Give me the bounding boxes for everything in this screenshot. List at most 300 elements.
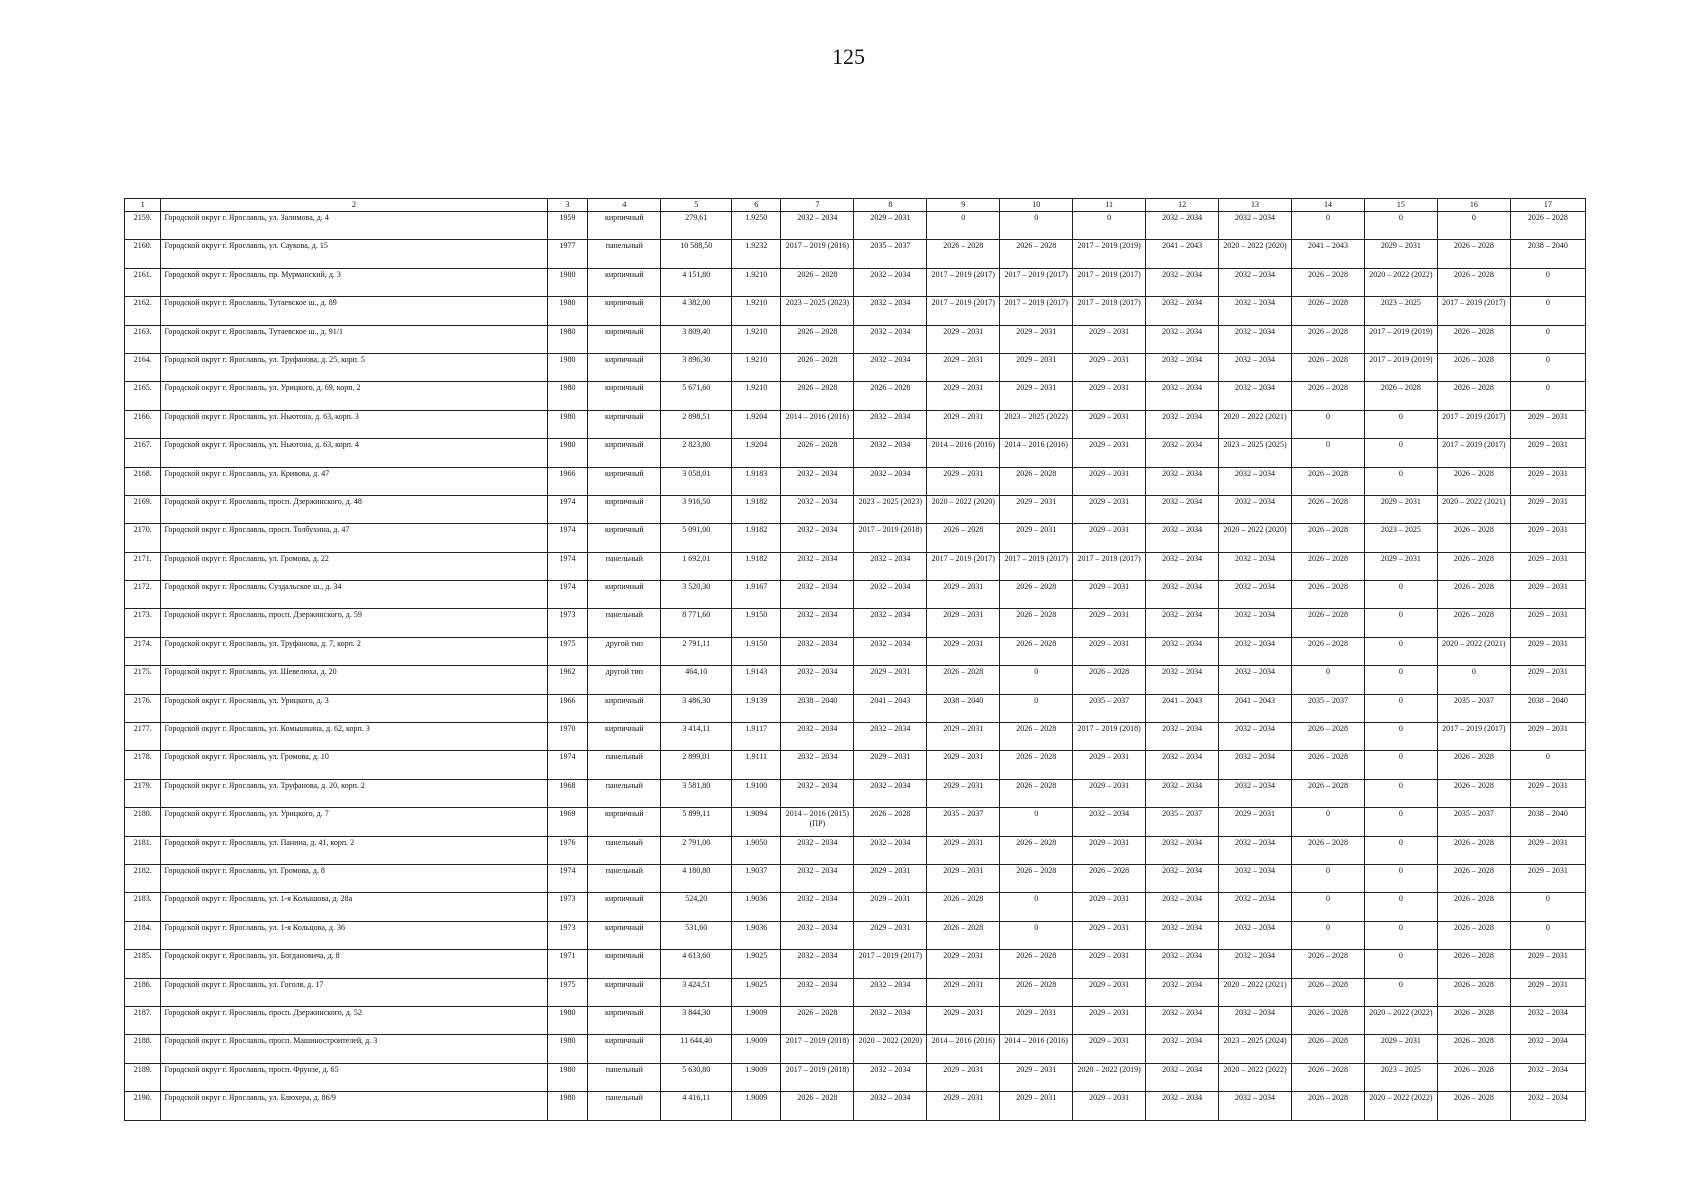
row-number-cell: 2181. bbox=[125, 836, 161, 864]
value-cell: панельный bbox=[588, 1063, 661, 1091]
value-cell: 2026 – 2028 bbox=[1292, 353, 1365, 381]
value-cell: кирпичный bbox=[588, 1035, 661, 1063]
table-row bbox=[125, 1006, 1586, 1034]
value-cell: 2029 – 2031 bbox=[1073, 893, 1146, 921]
value-cell: 2032 – 2034 bbox=[781, 495, 854, 523]
value-cell: 279,61 bbox=[661, 212, 732, 240]
value-cell: 2026 – 2028 bbox=[1437, 325, 1510, 353]
value-cell: 2026 – 2028 bbox=[1292, 609, 1365, 637]
value-cell: 2026 – 2028 bbox=[1292, 467, 1365, 495]
value-cell: 2029 – 2031 bbox=[1510, 666, 1585, 694]
value-cell: 1974 bbox=[547, 524, 588, 552]
table-row bbox=[125, 609, 1586, 637]
column-header-1: 1 bbox=[125, 199, 161, 212]
value-cell: 2029 – 2031 bbox=[854, 212, 927, 240]
row-number-cell: 2170. bbox=[125, 524, 161, 552]
value-cell: 2023 – 2025 (2022) bbox=[1000, 410, 1073, 438]
value-cell: 2029 – 2031 bbox=[927, 751, 1000, 779]
row-number-cell: 2162. bbox=[125, 297, 161, 325]
value-cell: 2020 – 2022 (2019) bbox=[1073, 1063, 1146, 1091]
value-cell: 2026 – 2028 bbox=[1437, 609, 1510, 637]
value-cell: 2029 – 2031 bbox=[927, 382, 1000, 410]
value-cell: 2026 – 2028 bbox=[1000, 950, 1073, 978]
value-cell: 2017 – 2019 (2017) bbox=[1437, 297, 1510, 325]
value-cell: 2017 – 2019 (2018) bbox=[854, 524, 927, 552]
value-cell: 2020 – 2022 (2022) bbox=[1364, 268, 1437, 296]
value-cell: 2029 – 2031 bbox=[1219, 808, 1292, 836]
value-cell: 2029 – 2031 bbox=[927, 353, 1000, 381]
value-cell: 1970 bbox=[547, 723, 588, 751]
value-cell: кирпичный bbox=[588, 353, 661, 381]
value-cell: 2032 – 2034 bbox=[1219, 268, 1292, 296]
value-cell: 2026 – 2028 bbox=[1437, 1035, 1510, 1063]
address-cell: Городской округ г. Ярославль, ул. Комышкина, д. 62, корп. 3 bbox=[161, 723, 547, 751]
value-cell: 1.9037 bbox=[732, 864, 781, 892]
row-number-cell: 2180. bbox=[125, 808, 161, 836]
value-cell: кирпичный bbox=[588, 694, 661, 722]
value-cell: 2026 – 2028 bbox=[1073, 864, 1146, 892]
value-cell: 2032 – 2034 bbox=[781, 779, 854, 807]
column-header-5: 5 bbox=[661, 199, 732, 212]
value-cell: 2032 – 2034 bbox=[781, 524, 854, 552]
value-cell: 2026 – 2028 bbox=[1292, 1092, 1365, 1120]
value-cell: 2014 – 2016 (2016) bbox=[927, 1035, 1000, 1063]
value-cell: 2041 – 2043 bbox=[1292, 240, 1365, 268]
table-row bbox=[125, 297, 1586, 325]
value-cell: 0 bbox=[1364, 609, 1437, 637]
value-cell: 1.9009 bbox=[732, 1006, 781, 1034]
value-cell: 2032 – 2034 bbox=[781, 751, 854, 779]
value-cell: 2029 – 2031 bbox=[927, 467, 1000, 495]
column-header-4: 4 bbox=[588, 199, 661, 212]
value-cell: 3 844,30 bbox=[661, 1006, 732, 1034]
value-cell: 1.9050 bbox=[732, 836, 781, 864]
row-number-cell: 2188. bbox=[125, 1035, 161, 1063]
value-cell: 2026 – 2028 bbox=[1437, 1063, 1510, 1091]
value-cell: 2014 – 2016 (2016) bbox=[1000, 1035, 1073, 1063]
value-cell: 2032 – 2034 bbox=[1146, 325, 1219, 353]
value-cell: 1.9210 bbox=[732, 297, 781, 325]
value-cell: 1974 bbox=[547, 552, 588, 580]
value-cell: 2032 – 2034 bbox=[1146, 382, 1219, 410]
value-cell: 0 bbox=[1292, 212, 1365, 240]
value-cell: 2029 – 2031 bbox=[927, 723, 1000, 751]
value-cell: 2029 – 2031 bbox=[1073, 1006, 1146, 1034]
value-cell: 2029 – 2031 bbox=[1510, 779, 1585, 807]
value-cell: 2032 – 2034 bbox=[781, 950, 854, 978]
value-cell: 1968 bbox=[547, 779, 588, 807]
value-cell: 2032 – 2034 bbox=[854, 467, 927, 495]
address-cell: Городской округ г. Ярославль, ул. Громова, д. 10 bbox=[161, 751, 547, 779]
address-cell: Городской округ г. Ярославль, ул. 1-я Колышова, д. 28а bbox=[161, 893, 547, 921]
value-cell: 2029 – 2031 bbox=[927, 836, 1000, 864]
column-header-10: 10 bbox=[1000, 199, 1073, 212]
row-number-cell: 2171. bbox=[125, 552, 161, 580]
value-cell: 3 058,01 bbox=[661, 467, 732, 495]
value-cell: 2032 – 2034 bbox=[1146, 779, 1219, 807]
value-cell: 0 bbox=[1000, 808, 1073, 836]
address-cell: Городской округ г. Ярославль, просп. Машиностроителей, д. 3 bbox=[161, 1035, 547, 1063]
value-cell: 2032 – 2034 bbox=[1146, 1092, 1219, 1120]
value-cell: 2029 – 2031 bbox=[1510, 950, 1585, 978]
value-cell: 2026 – 2028 bbox=[1292, 1006, 1365, 1034]
row-number-cell: 2176. bbox=[125, 694, 161, 722]
value-cell: 2032 – 2034 bbox=[854, 297, 927, 325]
value-cell: 2026 – 2028 bbox=[1437, 893, 1510, 921]
value-cell: 2029 – 2031 bbox=[927, 581, 1000, 609]
value-cell: 3 581,80 bbox=[661, 779, 732, 807]
value-cell: 1971 bbox=[547, 950, 588, 978]
value-cell: 2029 – 2031 bbox=[1073, 467, 1146, 495]
value-cell: 1.9182 bbox=[732, 524, 781, 552]
value-cell: панельный bbox=[588, 864, 661, 892]
value-cell: 2029 – 2031 bbox=[1510, 836, 1585, 864]
row-number-cell: 2182. bbox=[125, 864, 161, 892]
value-cell: 0 bbox=[1364, 836, 1437, 864]
value-cell: кирпичный bbox=[588, 212, 661, 240]
value-cell: 2026 – 2028 bbox=[1437, 1092, 1510, 1120]
value-cell: 2023 – 2025 bbox=[1364, 1063, 1437, 1091]
value-cell: кирпичный bbox=[588, 921, 661, 949]
value-cell: 2029 – 2031 bbox=[1073, 581, 1146, 609]
value-cell: 0 bbox=[927, 212, 1000, 240]
value-cell: 2035 – 2037 bbox=[1437, 694, 1510, 722]
value-cell: 1.9094 bbox=[732, 808, 781, 836]
value-cell: 2032 – 2034 bbox=[1146, 666, 1219, 694]
value-cell: 2029 – 2031 bbox=[1073, 1092, 1146, 1120]
value-cell: 0 bbox=[1000, 921, 1073, 949]
value-cell: 1.9167 bbox=[732, 581, 781, 609]
row-number-cell: 2189. bbox=[125, 1063, 161, 1091]
column-header-9: 9 bbox=[927, 199, 1000, 212]
value-cell: 1.9036 bbox=[732, 893, 781, 921]
column-header-17: 17 bbox=[1510, 199, 1585, 212]
value-cell: 2029 – 2031 bbox=[1073, 439, 1146, 467]
value-cell: 2029 – 2031 bbox=[854, 921, 927, 949]
value-cell: 0 bbox=[1364, 581, 1437, 609]
value-cell: 2032 – 2034 bbox=[1146, 637, 1219, 665]
value-cell: 2035 – 2037 bbox=[1292, 694, 1365, 722]
value-cell: 2032 – 2034 bbox=[1146, 353, 1219, 381]
value-cell: 0 bbox=[1364, 694, 1437, 722]
value-cell: 5 630,80 bbox=[661, 1063, 732, 1091]
value-cell: 2026 – 2028 bbox=[1292, 268, 1365, 296]
value-cell: 2029 – 2031 bbox=[1000, 1063, 1073, 1091]
value-cell: 2026 – 2028 bbox=[781, 439, 854, 467]
table-row bbox=[125, 666, 1586, 694]
value-cell: 5 671,60 bbox=[661, 382, 732, 410]
value-cell: 2038 – 2040 bbox=[1510, 240, 1585, 268]
value-cell: 2029 – 2031 bbox=[1510, 410, 1585, 438]
value-cell: кирпичный bbox=[588, 382, 661, 410]
value-cell: 2017 – 2019 (2017) bbox=[1073, 268, 1146, 296]
row-number-cell: 2168. bbox=[125, 467, 161, 495]
row-number-cell: 2174. bbox=[125, 637, 161, 665]
value-cell: кирпичный bbox=[588, 581, 661, 609]
value-cell: 2032 – 2034 bbox=[1146, 524, 1219, 552]
value-cell: 2026 – 2028 bbox=[1000, 240, 1073, 268]
row-number-cell: 2186. bbox=[125, 978, 161, 1006]
row-number-cell: 2177. bbox=[125, 723, 161, 751]
value-cell: 2032 – 2034 bbox=[1146, 893, 1219, 921]
value-cell: 2026 – 2028 bbox=[854, 808, 927, 836]
value-cell: 2032 – 2034 bbox=[1146, 921, 1219, 949]
value-cell: 2032 – 2034 bbox=[1219, 950, 1292, 978]
value-cell: 2026 – 2028 bbox=[927, 666, 1000, 694]
address-cell: Городской округ г. Ярославль, ул. Панина, д. 41, корп. 2 bbox=[161, 836, 547, 864]
value-cell: панельный bbox=[588, 240, 661, 268]
value-cell: 2029 – 2031 bbox=[1510, 495, 1585, 523]
value-cell: 2029 – 2031 bbox=[1364, 495, 1437, 523]
value-cell: 1.9210 bbox=[732, 268, 781, 296]
value-cell: 1.9111 bbox=[732, 751, 781, 779]
value-cell: 2026 – 2028 bbox=[1292, 779, 1365, 807]
address-cell: Городской округ г. Ярославль, ул. Залимова, д. 4 bbox=[161, 212, 547, 240]
value-cell: 2029 – 2031 bbox=[1073, 410, 1146, 438]
value-cell: 4 151,80 bbox=[661, 268, 732, 296]
value-cell: 1.9182 bbox=[732, 495, 781, 523]
value-cell: 2032 – 2034 bbox=[1219, 1092, 1292, 1120]
table-row bbox=[125, 439, 1586, 467]
row-number-cell: 2179. bbox=[125, 779, 161, 807]
value-cell: 0 bbox=[1364, 893, 1437, 921]
table-body bbox=[125, 212, 1586, 1121]
value-cell: 2026 – 2028 bbox=[854, 382, 927, 410]
value-cell: 0 bbox=[1510, 382, 1585, 410]
value-cell: 2029 – 2031 bbox=[927, 410, 1000, 438]
column-header-13: 13 bbox=[1219, 199, 1292, 212]
value-cell: панельный bbox=[588, 751, 661, 779]
value-cell: 2029 – 2031 bbox=[927, 325, 1000, 353]
value-cell: 1980 bbox=[547, 1035, 588, 1063]
value-cell: 2026 – 2028 bbox=[1292, 978, 1365, 1006]
value-cell: 1962 bbox=[547, 666, 588, 694]
value-cell: 0 bbox=[1510, 921, 1585, 949]
value-cell: кирпичный bbox=[588, 268, 661, 296]
address-cell: Городской округ г. Ярославль, ул. Кривова, д. 47 bbox=[161, 467, 547, 495]
value-cell: 1.9025 bbox=[732, 978, 781, 1006]
value-cell: 2032 – 2034 bbox=[1219, 723, 1292, 751]
table-row bbox=[125, 921, 1586, 949]
column-header-12: 12 bbox=[1146, 199, 1219, 212]
value-cell: 2026 – 2028 bbox=[1437, 581, 1510, 609]
value-cell: 2032 – 2034 bbox=[1219, 864, 1292, 892]
value-cell: 0 bbox=[1364, 864, 1437, 892]
value-cell: 2029 – 2031 bbox=[1510, 581, 1585, 609]
value-cell: 2029 – 2031 bbox=[1073, 921, 1146, 949]
column-header-8: 8 bbox=[854, 199, 927, 212]
value-cell: 2032 – 2034 bbox=[781, 581, 854, 609]
value-cell: 0 bbox=[1073, 212, 1146, 240]
value-cell: 2032 – 2034 bbox=[1146, 552, 1219, 580]
value-cell: 2032 – 2034 bbox=[781, 864, 854, 892]
value-cell: 2029 – 2031 bbox=[1510, 864, 1585, 892]
value-cell: 1974 bbox=[547, 751, 588, 779]
value-cell: 2029 – 2031 bbox=[1364, 240, 1437, 268]
value-cell: 2032 – 2034 bbox=[1219, 325, 1292, 353]
value-cell: 0 bbox=[1510, 325, 1585, 353]
value-cell: 0 bbox=[1510, 751, 1585, 779]
table-row bbox=[125, 212, 1586, 240]
column-header-3: 3 bbox=[547, 199, 588, 212]
address-cell: Городской округ г. Ярославль, ул. Ньютона, д. 63, корп. 3 bbox=[161, 410, 547, 438]
value-cell: 0 bbox=[1364, 751, 1437, 779]
value-cell: 2020 – 2022 (2020) bbox=[1219, 240, 1292, 268]
housing-repair-table-wrap bbox=[124, 198, 1586, 1121]
value-cell: 1980 bbox=[547, 353, 588, 381]
value-cell: 2041 – 2043 bbox=[1146, 240, 1219, 268]
value-cell: 1.9210 bbox=[732, 382, 781, 410]
value-cell: 2017 – 2019 (2017) bbox=[927, 297, 1000, 325]
value-cell: 2032 – 2034 bbox=[1146, 297, 1219, 325]
value-cell: 2017 – 2019 (2018) bbox=[781, 1063, 854, 1091]
value-cell: 1980 bbox=[547, 382, 588, 410]
address-cell: Городской округ г. Ярославль, ул. Труфанова, д. 20, корп. 2 bbox=[161, 779, 547, 807]
address-cell: Городской округ г. Ярославль, просп. Дзержинского, д. 59 bbox=[161, 609, 547, 637]
value-cell: 1980 bbox=[547, 1063, 588, 1091]
value-cell: 2032 – 2034 bbox=[1219, 836, 1292, 864]
value-cell: 0 bbox=[1292, 864, 1365, 892]
address-cell: Городской округ г. Ярославль, пр. Мурманский, д. 3 bbox=[161, 268, 547, 296]
value-cell: 2032 – 2034 bbox=[1219, 297, 1292, 325]
value-cell: 2026 – 2028 bbox=[781, 1092, 854, 1120]
value-cell: 2026 – 2028 bbox=[1437, 921, 1510, 949]
value-cell: 2032 – 2034 bbox=[781, 666, 854, 694]
table-row bbox=[125, 524, 1586, 552]
value-cell: 1.9182 bbox=[732, 552, 781, 580]
value-cell: 2032 – 2034 bbox=[1510, 1092, 1585, 1120]
value-cell: 2029 – 2031 bbox=[1000, 353, 1073, 381]
value-cell: 2032 – 2034 bbox=[1219, 353, 1292, 381]
value-cell: 2032 – 2034 bbox=[1146, 581, 1219, 609]
value-cell: 2026 – 2028 bbox=[1292, 1035, 1365, 1063]
value-cell: 2026 – 2028 bbox=[1000, 836, 1073, 864]
value-cell: 2026 – 2028 bbox=[1437, 467, 1510, 495]
value-cell: 2032 – 2034 bbox=[854, 836, 927, 864]
value-cell: 1974 bbox=[547, 864, 588, 892]
value-cell: 0 bbox=[1364, 637, 1437, 665]
value-cell: 2032 – 2034 bbox=[1146, 609, 1219, 637]
value-cell: 2038 – 2040 bbox=[1510, 694, 1585, 722]
page-number: 125 bbox=[832, 44, 865, 69]
value-cell: 2032 – 2034 bbox=[1219, 893, 1292, 921]
value-cell: 2032 – 2034 bbox=[1219, 581, 1292, 609]
value-cell: 3 896,30 bbox=[661, 353, 732, 381]
value-cell: другой тип bbox=[588, 637, 661, 665]
row-number-cell: 2175. bbox=[125, 666, 161, 694]
value-cell: 2029 – 2031 bbox=[1073, 524, 1146, 552]
value-cell: 2029 – 2031 bbox=[1000, 325, 1073, 353]
value-cell: 1.9009 bbox=[732, 1092, 781, 1120]
value-cell: 0 bbox=[1364, 467, 1437, 495]
value-cell: 2026 – 2028 bbox=[1292, 751, 1365, 779]
value-cell: 0 bbox=[1437, 666, 1510, 694]
value-cell: 2026 – 2028 bbox=[1292, 524, 1365, 552]
value-cell: 2026 – 2028 bbox=[927, 524, 1000, 552]
value-cell: 1 692,01 bbox=[661, 552, 732, 580]
value-cell: 2026 – 2028 bbox=[1292, 950, 1365, 978]
value-cell: 1975 bbox=[547, 637, 588, 665]
value-cell: 2032 – 2034 bbox=[1146, 836, 1219, 864]
value-cell: кирпичный bbox=[588, 325, 661, 353]
value-cell: 2032 – 2034 bbox=[1146, 950, 1219, 978]
value-cell: 2023 – 2025 (2024) bbox=[1219, 1035, 1292, 1063]
value-cell: 3 916,50 bbox=[661, 495, 732, 523]
value-cell: 2026 – 2028 bbox=[927, 240, 1000, 268]
column-header-11: 11 bbox=[1073, 199, 1146, 212]
value-cell: 2017 – 2019 (2018) bbox=[781, 1035, 854, 1063]
value-cell: 0 bbox=[1364, 212, 1437, 240]
address-cell: Городской округ г. Ярославль, ул. Шевелюха, д. 20 bbox=[161, 666, 547, 694]
value-cell: 2017 – 2019 (2016) bbox=[781, 240, 854, 268]
value-cell: 2026 – 2028 bbox=[1000, 723, 1073, 751]
value-cell: 2026 – 2028 bbox=[1437, 240, 1510, 268]
value-cell: 2032 – 2034 bbox=[1510, 1063, 1585, 1091]
value-cell: 2035 – 2037 bbox=[1146, 808, 1219, 836]
value-cell: 1974 bbox=[547, 581, 588, 609]
value-cell: 2020 – 2022 (2020) bbox=[927, 495, 1000, 523]
value-cell: кирпичный bbox=[588, 410, 661, 438]
value-cell: 0 bbox=[1364, 978, 1437, 1006]
value-cell: 2029 – 2031 bbox=[1073, 978, 1146, 1006]
value-cell: 2029 – 2031 bbox=[1510, 467, 1585, 495]
value-cell: 2026 – 2028 bbox=[1292, 637, 1365, 665]
value-cell: 2032 – 2034 bbox=[854, 1092, 927, 1120]
address-cell: Городской округ г. Ярославль, ул. 1-я Кольцова, д. 36 bbox=[161, 921, 547, 949]
address-cell: Городской округ г. Ярославль, ул. Урицкого, д. 7 bbox=[161, 808, 547, 836]
header-row bbox=[125, 199, 1586, 212]
value-cell: 1969 bbox=[547, 808, 588, 836]
row-number-cell: 2161. bbox=[125, 268, 161, 296]
row-number-cell: 2187. bbox=[125, 1006, 161, 1034]
value-cell: 2026 – 2028 bbox=[1292, 297, 1365, 325]
table-row bbox=[125, 864, 1586, 892]
value-cell: 1.9150 bbox=[732, 637, 781, 665]
address-cell: Городской округ г. Ярославль, Суздальское ш., д. 34 bbox=[161, 581, 547, 609]
value-cell: 2032 – 2034 bbox=[1219, 751, 1292, 779]
value-cell: 2032 – 2034 bbox=[1073, 808, 1146, 836]
table-row bbox=[125, 268, 1586, 296]
value-cell: 1.9117 bbox=[732, 723, 781, 751]
value-cell: 2032 – 2034 bbox=[781, 552, 854, 580]
value-cell: 2 898,51 bbox=[661, 410, 732, 438]
table-row bbox=[125, 836, 1586, 864]
value-cell: 2023 – 2025 (2023) bbox=[781, 297, 854, 325]
value-cell: 1980 bbox=[547, 325, 588, 353]
value-cell: 2026 – 2028 bbox=[1000, 609, 1073, 637]
value-cell: 2026 – 2028 bbox=[1437, 978, 1510, 1006]
value-cell: 2032 – 2034 bbox=[854, 1063, 927, 1091]
value-cell: 2032 – 2034 bbox=[1146, 1006, 1219, 1034]
address-cell: Городской округ г. Ярославль, просп. Дзержинского, д. 48 bbox=[161, 495, 547, 523]
address-cell: Городской округ г. Ярославль, ул. Урицкого, д. 69, корп. 2 bbox=[161, 382, 547, 410]
value-cell: 2017 – 2019 (2017) bbox=[1000, 297, 1073, 325]
value-cell: 3 520,30 bbox=[661, 581, 732, 609]
value-cell: 2029 – 2031 bbox=[1073, 609, 1146, 637]
address-cell: Городской округ г. Ярославль, ул. Труфанова, д. 25, корп. 5 bbox=[161, 353, 547, 381]
table-row bbox=[125, 950, 1586, 978]
value-cell: 2017 – 2019 (2017) bbox=[1073, 297, 1146, 325]
value-cell: 2029 – 2031 bbox=[927, 864, 1000, 892]
table-row bbox=[125, 723, 1586, 751]
value-cell: 2023 – 2025 bbox=[1364, 297, 1437, 325]
value-cell: 2032 – 2034 bbox=[1146, 439, 1219, 467]
value-cell: панельный bbox=[588, 552, 661, 580]
value-cell: 2026 – 2028 bbox=[1437, 751, 1510, 779]
value-cell: 2014 – 2016 (2016) bbox=[1000, 439, 1073, 467]
value-cell: 0 bbox=[1510, 353, 1585, 381]
value-cell: 1.9100 bbox=[732, 779, 781, 807]
